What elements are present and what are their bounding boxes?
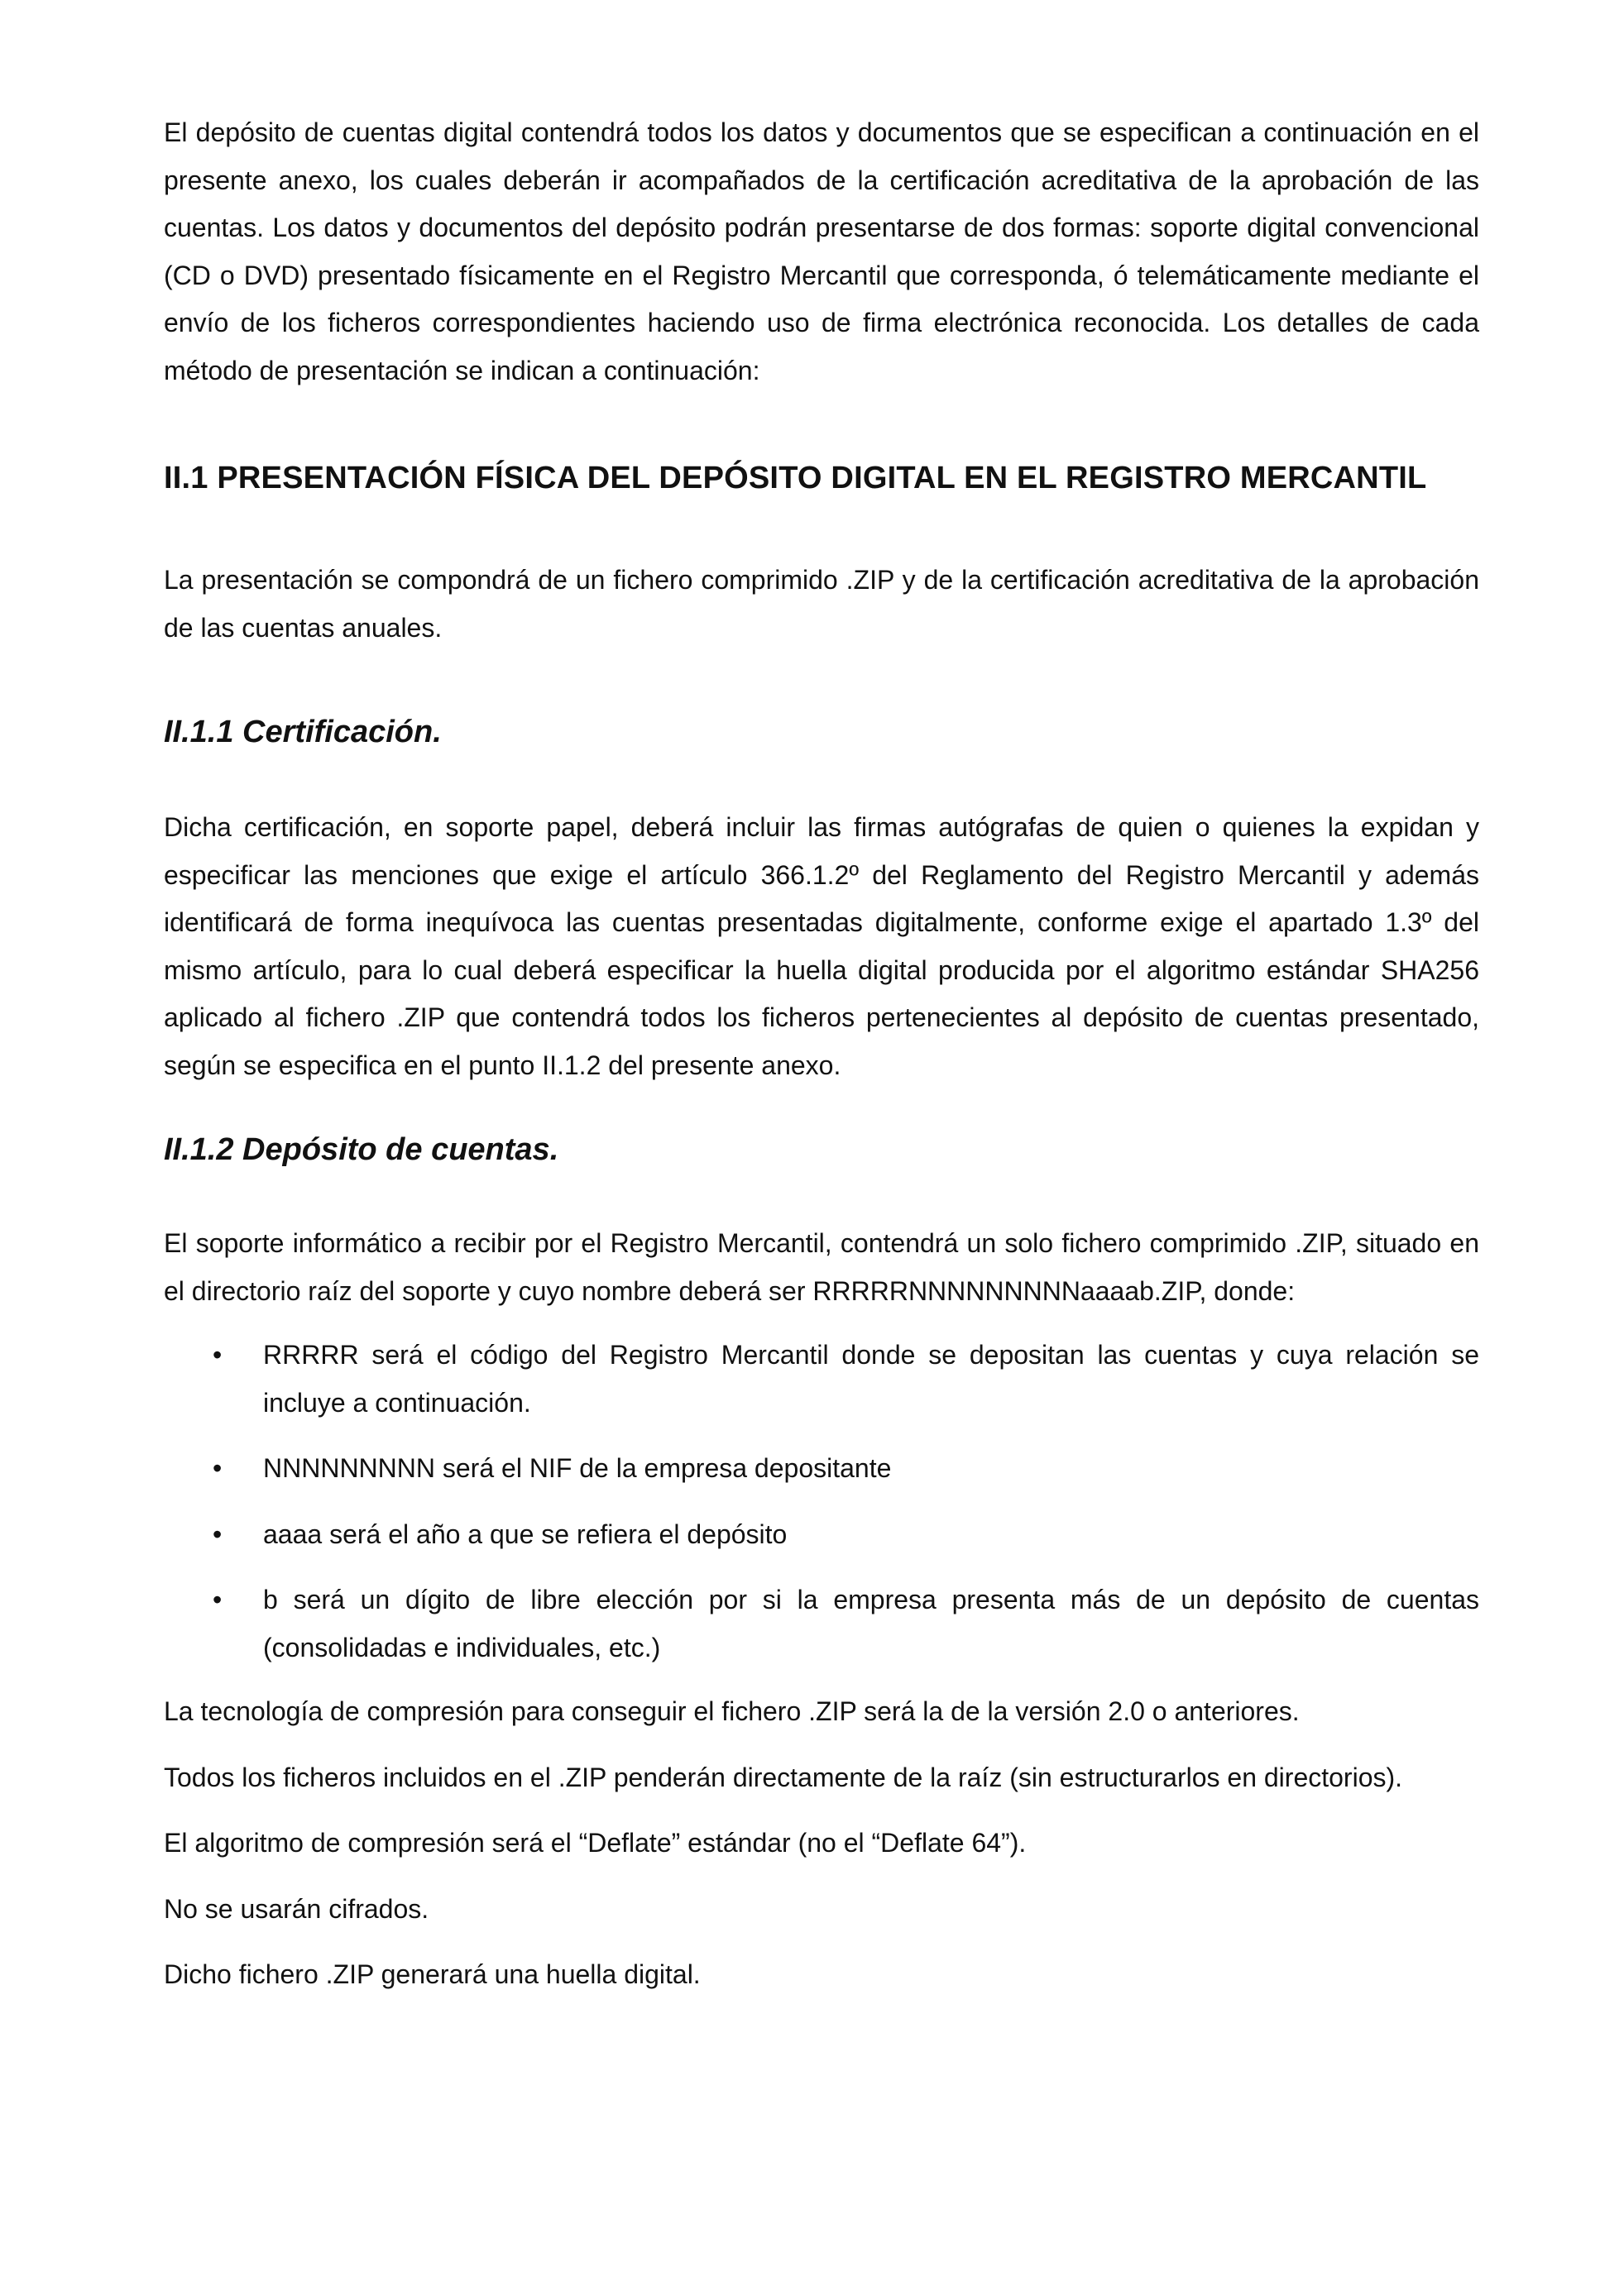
compression-technology-line: La tecnología de compresión para conseguir el fichero .ZIP será la de la versión 2.0 o anteriores. [164,1696,1300,1726]
digital-fingerprint-line: Dicho fichero .ZIP generará una huella digital. [164,1959,701,1989]
list-item-text: b será un dígito de libre elección por si la empresa presenta más de un depósito de cuentas (consolidadas e individuales, etc.) [263,1585,1479,1662]
section-heading-ii11: II.1.1 Certificación. [164,715,442,749]
intro-paragraph: El depósito de cuentas digital contendrá todos los datos y documentos que se especifican a continuación en el presente anexo, los cuales deberán ir acompañados de la certificación acreditativa de la aprobación de las cuentas. Los datos y documentos del depósito podrán presentarse de dos formas: soporte digital convencional (CD o DVD) presentado físicamente en el Registro Mercantil que corresponda, ó telemáticamente mediante el envío de los ficheros correspondientes haciendo uso de firma electrónica reconocida. Los detalles de cada método de presentación se indican a continuación: [164,117,1479,385]
list-item [164,1445,1479,1493]
section-ii12-paragraph: El soporte informático a recibir por el Registro Mercantil, contendrá un solo fichero comprimido .ZIP, situado en el directorio raíz del soporte y cuyo nombre deberá ser RRRRRNNNNNNNNNaaaab.ZIP, donde: [164,1228,1479,1306]
bullet-icon: • [213,1585,223,1614]
section-heading-ii12: II.1.2 Depósito de cuentas. [164,1132,559,1167]
bullet-icon: • [213,1519,223,1549]
deflate-algorithm-line: El algoritmo de compresión será el “Deflate” estándar (no el “Deflate 64”). [164,1828,1027,1858]
list-item [164,1511,1479,1559]
document-page [164,109,1479,1999]
section-ii11-paragraph: Dicha certificación, en soporte papel, deberá incluir las firmas autógrafas de quien o quienes la expidan y especificar las menciones que exige el artículo 366.1.2º del Reglamento del Registro Mercantil y además identificará de forma inequívoca las cuentas presentadas digitalmente, conforme exige el apartado 1.3º del mismo artículo, para lo cual deberá especificar la huella digital producida por el algoritmo estándar SHA256 aplicado al fichero .ZIP que contendrá todos los ficheros pertenecientes al depósito de cuentas presentado, según se especifica en el punto II.1.2 del presente anexo. [164,812,1479,1080]
bullet-icon: • [213,1340,223,1370]
section-heading-ii1: II.1 PRESENTACIÓN FÍSICA DEL DEPÓSITO DIGITAL EN EL REGISTRO MERCANTIL [164,461,1427,495]
list-item [164,1576,1479,1672]
list-item-text: aaaa será el año a que se refiera el depósito [263,1519,788,1549]
bullet-icon: • [213,1453,223,1483]
section-ii1-paragraph: La presentación se compondrá de un fichero comprimido .ZIP y de la certificación acreditativa de la aprobación de las cuentas anuales. [164,565,1479,643]
list-item-text: NNNNNNNNN será el NIF de la empresa depositante [263,1453,892,1483]
root-files-line: Todos los ficheros incluidos en el .ZIP penderán directamente de la raíz (sin estructurarlos en directorios). [164,1762,1403,1792]
filename-parts-list [164,1332,1479,1672]
no-encryption-line: No se usarán cifrados. [164,1893,429,1924]
list-item [164,1332,1479,1427]
list-item-text: RRRRR será el código del Registro Mercantil donde se depositan las cuentas y cuya relación se incluye a continuación. [263,1340,1479,1418]
